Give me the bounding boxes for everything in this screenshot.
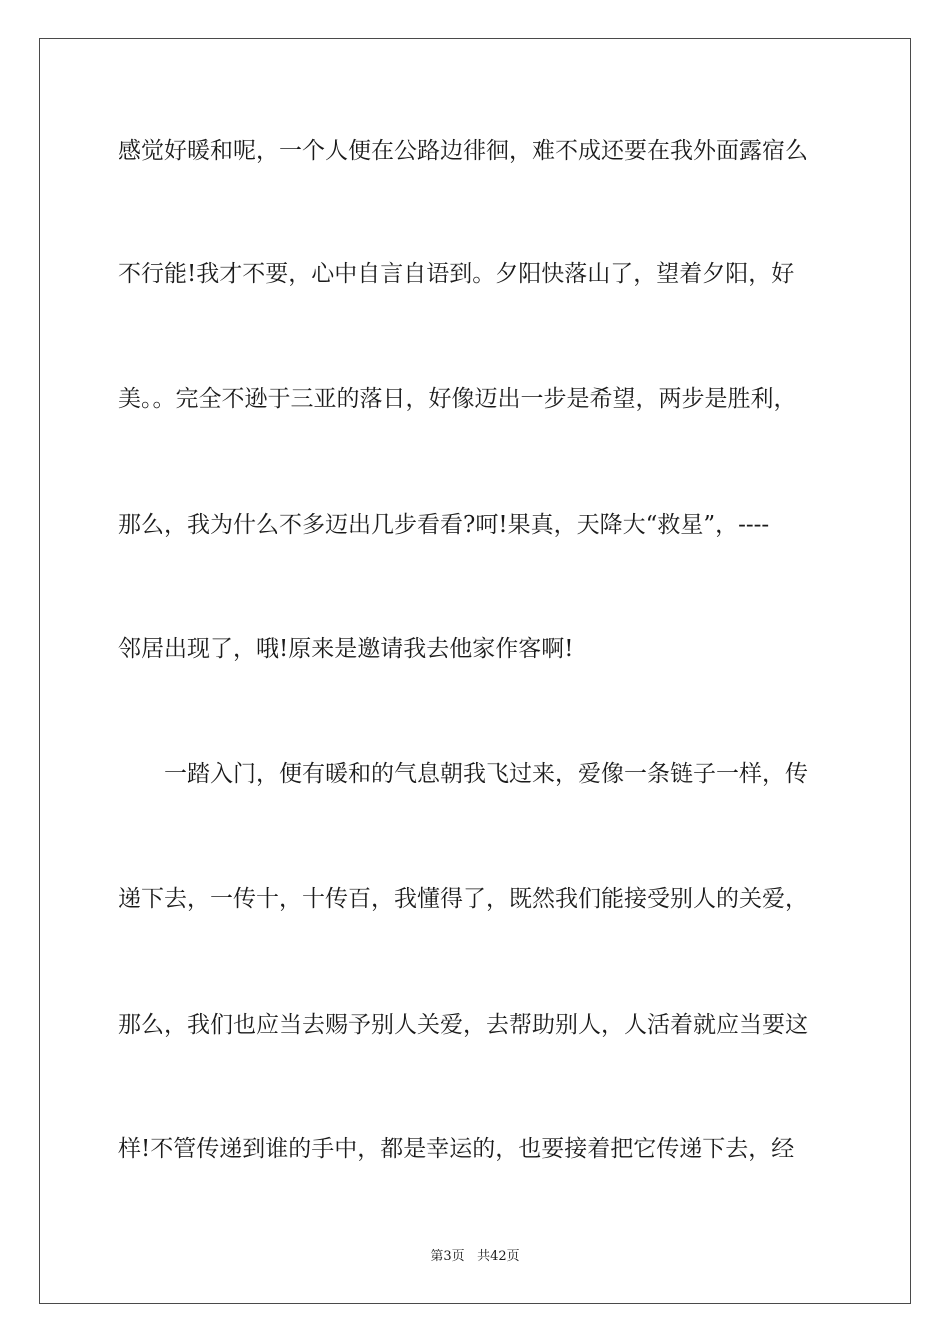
page-total: 共42页 xyxy=(477,1249,520,1264)
page-number: 第3页 xyxy=(430,1249,465,1264)
body-line-1: 感觉好暖和呢，一个人便在公路边徘徊，难不成还要在我外面露宿么 xyxy=(118,138,808,164)
body-line-2: 不行能!我才不要，心中自言自语到。夕阳快落山了，望着夕阳，好 xyxy=(118,261,795,287)
page-footer xyxy=(0,1248,950,1266)
footer-spacer xyxy=(465,1249,477,1264)
body-line-8: 那么，我们也应当去赐予别人关爱，去帮助别人，人活着就应当要这 xyxy=(118,1012,808,1038)
body-line-6: 一踏入门，便有暖和的气息朝我飞过来，爱像一条链子一样，传 xyxy=(118,761,808,787)
body-line-5: 邻居出现了，哦!原来是邀请我去他家作客啊! xyxy=(118,636,574,662)
body-line-3: 美。。完全不逊于三亚的落日，好像迈出一步是希望，两步是胜利， xyxy=(118,386,797,412)
body-line-4: 那么，我为什么不多迈出几步看看?呵!果真，天降大“救星”，---- xyxy=(118,512,770,538)
page-border xyxy=(39,38,911,1304)
body-line-7: 递下去，一传十，十传百，我懂得了，既然我们能接受别人的关爱， xyxy=(118,886,808,912)
body-line-9: 样!不管传递到谁的手中，都是幸运的，也要接着把它传递下去，经 xyxy=(118,1136,795,1162)
